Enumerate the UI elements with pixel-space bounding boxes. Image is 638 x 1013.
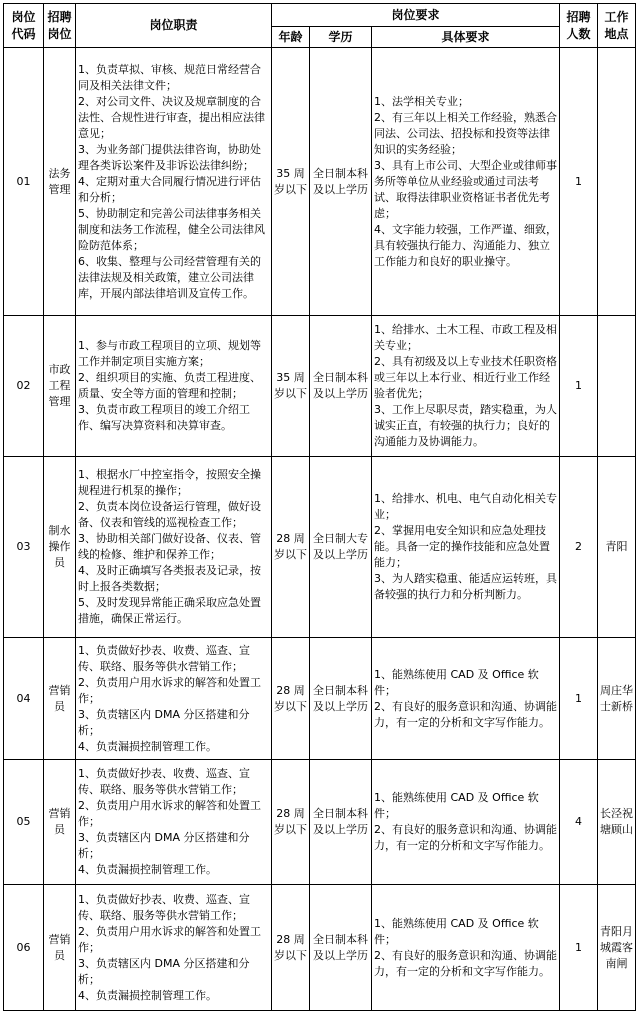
requirement-item: 1、能熟练使用 CAD 及 Office 软件； (374, 916, 539, 946)
cell-count: 1 (560, 638, 598, 760)
requirement-item: 1、给排水、机电、电气自动化相关专业； (374, 492, 557, 521)
cell-location (598, 48, 636, 316)
duty-item: 3、负责辖区内 DMA 分区搭建和分析； (78, 831, 250, 860)
cell-code: 06 (4, 885, 44, 1011)
duty-item: 1、负责做好抄表、收费、巡查、宣传、联络、服务等供水营销工作； (78, 767, 250, 796)
cell-post: 市政工程管理 (44, 316, 76, 457)
duty-item: 1、参与市政工程项目的立项、规划等工作并制定项目实施方案； (78, 339, 261, 368)
header-post: 招聘岗位 (44, 4, 76, 48)
cell-post: 法务管理 (44, 48, 76, 316)
cell-education: 全日制本科及以上学历 (310, 48, 372, 316)
duty-item: 2、负责用户用水诉求的解答和处置工作； (78, 675, 261, 705)
requirement-item: 1、给排水、土木工程、市政工程及相关专业； (374, 323, 557, 352)
table-row (4, 316, 636, 457)
cell-requirements (372, 760, 560, 885)
header-specific: 具体要求 (372, 27, 560, 48)
cell-post: 营销员 (44, 760, 76, 885)
cell-post: 营销员 (44, 638, 76, 760)
requirement-item: 2、具有初级及以上专业技术任职资格或三年以上本行业、相近行业工作经验者优先； (374, 355, 557, 400)
requirement-item: 4、文字能力较强，工作严谨、细致，具有较强执行能力、沟通能力、独立工作能力和良好的职业操守。 (374, 222, 557, 268)
duty-item: 2、对公司文件、决议及规章制度的合法性、合规性进行审查，提出相应法律意见； (78, 94, 265, 140)
duty-item: 1、负责做好抄表、收费、巡查、宣传、联络、服务等供水营销工作； (78, 643, 250, 673)
requirement-item: 1、法学相关专业； (374, 94, 469, 108)
table-body (4, 48, 636, 1011)
header-location: 工作地点 (598, 4, 636, 48)
cell-post: 制水操作员 (44, 457, 76, 638)
duty-item: 4、负责漏损控制管理工作。 (78, 739, 217, 753)
cell-code: 03 (4, 457, 44, 638)
cell-education: 全日制本科及以上学历 (310, 316, 372, 457)
cell-education: 全日制本科及以上学历 (310, 638, 372, 760)
cell-requirements (372, 885, 560, 1011)
table-row (4, 457, 636, 638)
duty-item: 2、负责本岗位设备运行管理，做好设备、仪表和管线的巡视检查工作； (78, 500, 261, 529)
cell-requirements (372, 316, 560, 457)
header-row (4, 4, 636, 27)
duty-item: 3、为业务部门提供法律咨询，协助处理各类诉讼案件及非诉讼法律纠纷； (78, 142, 261, 172)
cell-duties (76, 638, 272, 760)
duty-item: 3、协助相关部门做好设备、仪表、管线的检修、维护和保养工作； (78, 532, 261, 561)
cell-count: 1 (560, 885, 598, 1011)
cell-count: 1 (560, 316, 598, 457)
duty-item: 4、负责漏损控制管理工作。 (78, 863, 217, 876)
header-requirements: 岗位要求 (272, 4, 560, 27)
duty-item: 6、收集、整理与公司经营管理有关的法律法规及相关政策，建立公司法律库，开展内部法律培训及宣传工作。 (78, 254, 261, 300)
cell-age: 28 周岁以下 (272, 885, 310, 1011)
duty-item: 2、负责用户用水诉求的解答和处置工作； (78, 924, 261, 954)
header-duties: 岗位职责 (76, 4, 272, 48)
cell-requirements (372, 457, 560, 638)
table-row (4, 48, 636, 316)
requirement-item: 1、能熟练使用 CAD 及 Office 软件； (374, 667, 539, 697)
cell-post: 营销员 (44, 885, 76, 1011)
cell-count: 4 (560, 760, 598, 885)
cell-location: 长泾祝塘顾山 (598, 760, 636, 885)
cell-location (598, 316, 636, 457)
table-row (4, 638, 636, 760)
table-row (4, 885, 636, 1011)
cell-education: 全日制大专及以上学历 (310, 457, 372, 638)
header-age: 年龄 (272, 27, 310, 48)
header-count: 招聘人数 (560, 4, 598, 48)
cell-requirements (372, 48, 560, 316)
cell-education: 全日制本科及以上学历 (310, 760, 372, 885)
requirement-item: 2、有良好的服务意识和沟通、协调能力，有一定的分析和文字写作能力。 (374, 823, 557, 852)
duty-item: 3、负责市政工程项目的竣工介绍工作、编写决算资料和决算审查。 (78, 403, 250, 432)
cell-code: 04 (4, 638, 44, 760)
cell-code: 01 (4, 48, 44, 316)
requirement-item: 2、有良好的服务意识和沟通、协调能力，有一定的分析和文字写作能力。 (374, 699, 557, 729)
duty-item: 4、定期对重大合同履行情况进行评估和分析； (78, 174, 261, 204)
cell-code: 05 (4, 760, 44, 885)
cell-duties (76, 760, 272, 885)
cell-requirements (372, 638, 560, 760)
duty-item: 4、负责漏损控制管理工作。 (78, 988, 217, 1002)
cell-location: 青阳 (598, 457, 636, 638)
requirement-item: 1、能熟练使用 CAD 及 Office 软件； (374, 791, 539, 820)
recruitment-table (3, 3, 636, 1011)
cell-count: 1 (560, 48, 598, 316)
cell-age: 35 周岁以下 (272, 48, 310, 316)
cell-age: 28 周岁以下 (272, 638, 310, 760)
duty-item: 1、负责草拟、审核、规范日常经营合同及相关法律文件； (78, 62, 261, 92)
cell-age: 28 周岁以下 (272, 760, 310, 885)
header-code: 岗位代码 (4, 4, 44, 48)
duty-item: 3、负责辖区内 DMA 分区搭建和分析； (78, 956, 250, 986)
cell-age: 28 周岁以下 (272, 457, 310, 638)
duty-item: 3、负责辖区内 DMA 分区搭建和分析； (78, 707, 250, 737)
table-row (4, 760, 636, 885)
cell-location: 青阳月城霞客南闸 (598, 885, 636, 1011)
cell-code: 02 (4, 316, 44, 457)
cell-education: 全日制本科及以上学历 (310, 885, 372, 1011)
cell-duties (76, 48, 272, 316)
requirement-item: 3、工作上尽职尽责，踏实稳重，为人诚实正直，有较强的执行力；良好的沟通能力及协调能力。 (374, 403, 557, 448)
duty-item: 1、负责做好抄表、收费、巡查、宣传、联络、服务等供水营销工作； (78, 892, 250, 922)
cell-duties (76, 457, 272, 638)
requirement-item: 3、为人踏实稳重、能适应运转班，具备较强的执行力和分析判断力。 (374, 572, 557, 601)
duty-item: 5、协助制定和完善公司法律事务相关制度和法务工作流程，健全公司法律风险防范体系； (78, 206, 265, 252)
cell-location: 周庄华士新桥 (598, 638, 636, 760)
duty-item: 2、负责用户用水诉求的解答和处置工作； (78, 799, 261, 828)
duty-item: 2、组织项目的实施、负责工程进度、质量、安全等方面的管理和控制； (78, 371, 261, 400)
cell-duties (76, 885, 272, 1011)
duty-item: 5、及时发现异常能正确采取应急处置措施，确保正常运行。 (78, 596, 261, 625)
cell-duties (76, 316, 272, 457)
cell-count: 2 (560, 457, 598, 638)
requirement-item: 2、有三年以上相关工作经验，熟悉合同法、公司法、招投标和投资等法律知识的实务经验； (374, 110, 557, 156)
header-education: 学历 (310, 27, 372, 48)
requirement-item: 3、具有上市公司、大型企业或律师事务所等单位从业经验或通过司法考试、取得法律职业资格证书者优先考虑； (374, 158, 557, 220)
requirement-item: 2、有良好的服务意识和沟通、协调能力，有一定的分析和文字写作能力。 (374, 948, 557, 978)
duty-item: 1、根据水厂中控室指令，按照安全操规程进行机泵的操作； (78, 468, 261, 497)
cell-age: 35 周岁以下 (272, 316, 310, 457)
requirement-item: 2、掌握用电安全知识和应急处理技能。具备一定的操作技能和应急处置能力； (374, 524, 550, 569)
duty-item: 4、及时正确填写各类报表及记录，按时上报各类数据； (78, 564, 261, 593)
